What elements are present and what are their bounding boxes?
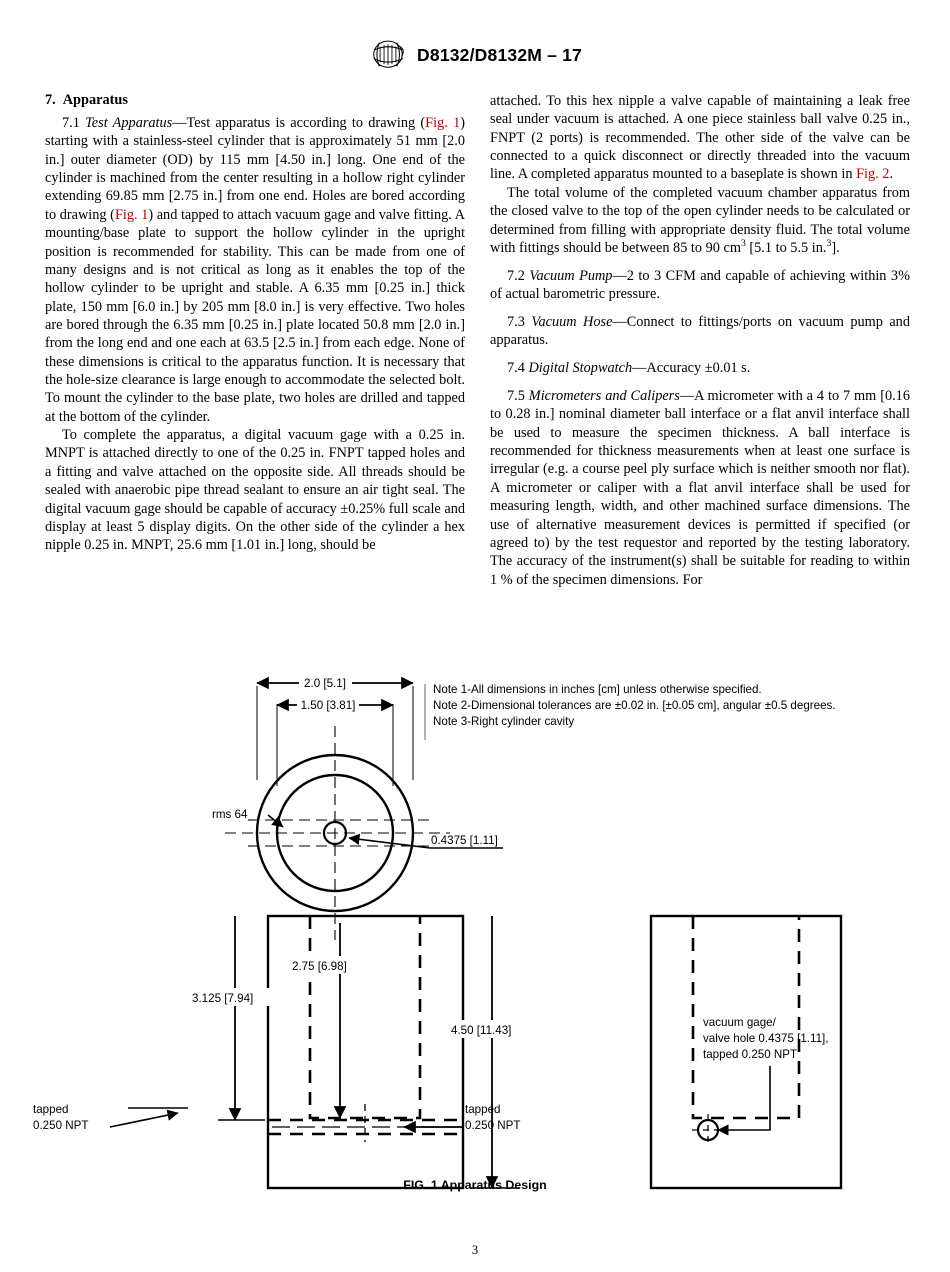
page-header (0, 38, 950, 72)
center-hole-label: 0.4375 [1.11] (431, 834, 498, 847)
figure-note-1: Note 1-All dimensions in inches [cm] unless otherwise specified. (433, 683, 762, 696)
page-number: 3 (471, 1243, 479, 1257)
paragraph-label: 7.5 (507, 388, 525, 405)
paragraph-text-b: ) starting with a stainless-steel cylinder that is approximately 51 mm [2.0 in.] outer diameter (OD) by 115 mm [4.50 in.] long. One end of the cylinder is machined from the center resulting in a hollow right cylinder extending 69.85 mm [2.75 in.] from one end. Holes are bored according to drawing ( (45, 115, 465, 223)
section-number: 7. (45, 92, 56, 108)
apparatus-design-svg (0, 668, 950, 1228)
paragraph-text: attached. To this hex nipple a valve capable of maintaining a leak free seal under vacuum is attached. A one piece stainless ball valve 0.25 in., FNPT (2 ports) is recommended. The other side of the valve can be connected to a quick disconnect or directly threaded into the vacuum line. A completed apparatus mounted to a baseplate is shown in (490, 93, 910, 183)
paragraph-total-volume (490, 184, 910, 257)
paragraph-text-c: ) and tapped to attach vacuum gage and valve fitting. A mounting/base plate to support the hollow cylinder in the upright position is recommended for stability. This can be made from one of many designs and is not critical as long as it enables the top of the hollow cylinder to be upright and stable. A 6.35 mm [0.25 in.] thick plate, 150 mm [6.0 in.] by 205 mm [8.0 in.] is very effective. Two holes are bored through the 6.35 mm [0.25 in.] plate located 50.8 mm [2.0 in.] from the long end and one each at 63.5 [2.5 in.] from each edge. None of these dimensions is critical to the apparatus function. It is necessary that the hole-size clearance is large enough to accommodate the selected bolt. To mount the cylinder to the base plate, two holes are drilled and tapped at the bottom of the cylinder. (45, 206, 465, 425)
superscript-cubic-cm: 3 (740, 238, 746, 250)
paragraph-text: —2 to 3 CFM and capable of achieving within 3% of actual barometric pressure. (490, 267, 910, 303)
astm-logo (368, 38, 408, 72)
body-columns (45, 92, 910, 589)
paragraph-continued (490, 92, 910, 184)
tapped-left-leader-line (110, 1113, 178, 1127)
paragraph-text-a: —Test apparatus is according to drawing ( (172, 115, 426, 131)
volume-text-a: The total volume of the completed vacuum chamber apparatus from the closed valve to the top of the open cylinder needs to be calculated or determined from filling with appropriate density fluid. The total volume with fittings should be between 85 to 90 cm (490, 184, 910, 256)
paragraph-label: 7.1 (62, 115, 80, 131)
paragraph-text: —Accuracy ±0.01 s. (632, 360, 751, 377)
figure-2-reference[interactable]: Fig. 2 (856, 166, 890, 183)
section-heading (45, 92, 465, 109)
paragraph-text-end: . (889, 166, 894, 183)
tapped-right-line-2: 0.250 NPT (465, 1119, 521, 1132)
left-elevation-cavity (310, 916, 420, 1118)
rms-leader-line (268, 815, 283, 827)
inner-diameter-label: 1.50 [3.81] (300, 699, 356, 712)
paragraph-term: Vacuum Hose (531, 313, 613, 330)
centerlines (225, 726, 450, 940)
figure-note-3: Note 3-Right cylinder cavity (433, 715, 575, 728)
figure-caption: FIG. 1 Apparatus Design (403, 1178, 547, 1192)
left-column (45, 92, 465, 589)
paragraph-label: 7.4 (507, 360, 525, 377)
paragraph-text: —A micrometer with a 4 to 7 mm [0.16 to 0.28 in.] nominal diameter ball interface or a flat anvil interface shall be used to measure the specimen thickness. A ball interface is recommended for thickness measurements when at least one surface is irregular (e.g. a course peel ply surface which is neither smooth nor flat). A micrometer or caliper with a flat anvil interface shall be used for measuring length, width, and other machined surface dimensions. The use of alternative measurement devices is permitted if specified (or agreed to) by the test requestor and reported by the testing laboratory. The accuracy of the instrument(s) shall be suitable for reading to within 1 % of the specimen dimensions. For (490, 388, 910, 588)
dim-275-label: 2.75 [6.98] (292, 960, 347, 973)
paragraph-label: 7.3 (507, 313, 525, 330)
paragraph-7-4 (490, 350, 910, 378)
paragraph-7-5 (490, 378, 910, 589)
dim-450-label: 4.50 [11.43] (451, 1024, 512, 1037)
right-column (490, 92, 910, 589)
figure-1-reference-b[interactable]: Fig. 1 (114, 206, 149, 223)
figure-1-drawing (0, 668, 950, 1228)
volume-text-c: ]. (831, 239, 840, 256)
section-title: Apparatus (62, 92, 128, 108)
volume-text-b: [5.1 to 5.5 in. (745, 239, 827, 256)
tapped-left-line-1: tapped (33, 1103, 69, 1116)
paragraph-term: Vacuum Pump (529, 267, 613, 284)
paragraph-apparatus-completion: To complete the apparatus, a digital vacuum gage with a 0.25 in. MNPT is attached directly to one of the 0.25 in. FNPT tapped holes and a fitting and valve attached on the opposite side. All threads should be sealed with anaerobic pipe thread sealant to ensure an air tight seal. The digital vacuum gage should be capable of accuracy ±0.25% full scale and display at least 5 display digits. On the other side of the cylinder a hex nipple 0.25 in. MNPT, 25.6 mm [1.01 in.] long, should be (45, 427, 465, 554)
standard-designation: D8132/D8132M – 17 (417, 44, 582, 65)
paragraph-term: Micrometers and Calipers (528, 388, 680, 405)
outer-diameter-label: 2.0 [5.1] (304, 677, 346, 690)
paragraph-label: 7.2 (507, 267, 525, 284)
paragraph-7-1 (45, 114, 465, 426)
tapped-left-line-2: 0.250 NPT (33, 1119, 89, 1132)
tapped-right-line-1: tapped (465, 1103, 501, 1116)
dim-3125-label: 3.125 [7.94] (192, 992, 254, 1005)
superscript-cubic-in: 3 (826, 238, 832, 250)
paragraph-text: —Connect to fittings/ports on vacuum pump and apparatus. (490, 313, 910, 349)
rms-label: rms 64 (212, 808, 248, 821)
callout-line-2: valve hole 0.4375 [1.11], (703, 1032, 829, 1045)
callout-line-1: vacuum gage/ (703, 1016, 776, 1029)
figure-note-2: Note 2-Dimensional tolerances are ±0.02 in. [±0.05 cm], angular ±0.5 degrees. (433, 699, 836, 712)
callout-line-3: tapped 0.250 NPT (703, 1048, 798, 1061)
vacuum-gage-leader-line (718, 1066, 770, 1130)
paragraph-7-2 (490, 257, 910, 303)
paragraph-term: Test Apparatus (85, 115, 173, 131)
paragraph-7-3 (490, 303, 910, 349)
paragraph-term: Digital Stopwatch (528, 360, 633, 377)
figure-1-reference-a[interactable]: Fig. 1 (425, 115, 461, 131)
